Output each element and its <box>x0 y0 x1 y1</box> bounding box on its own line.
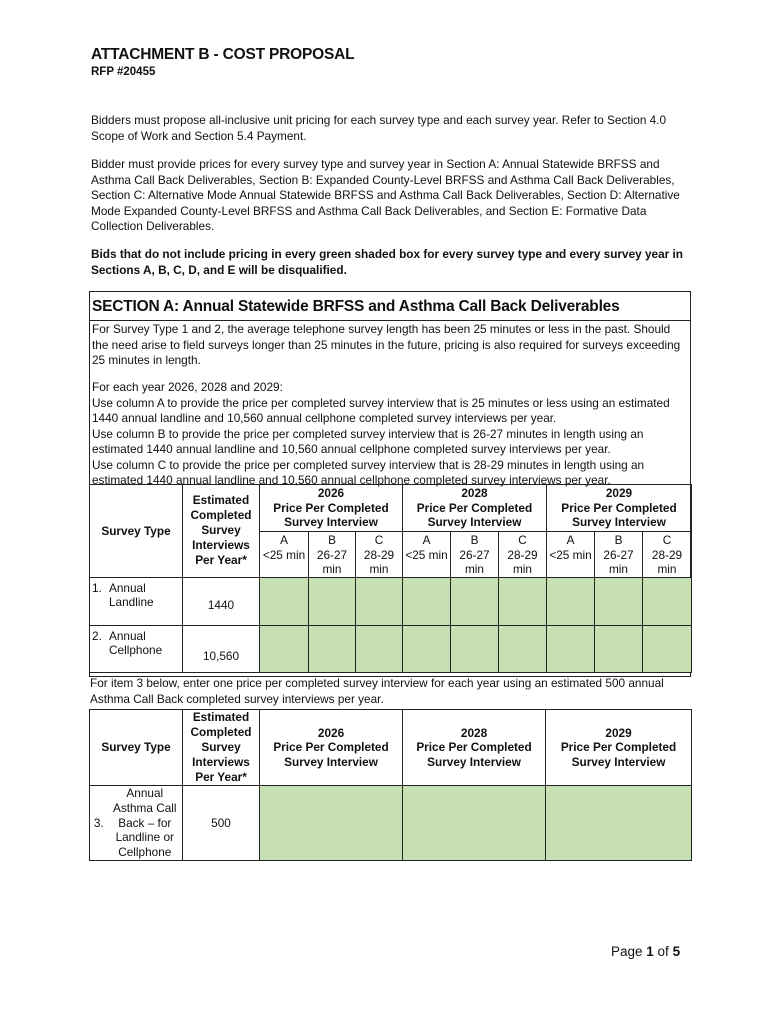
survey-type-asthma <box>108 786 183 861</box>
table-row <box>90 786 692 861</box>
est-line-3: Survey <box>201 523 241 538</box>
est-line-2: Completed <box>190 725 252 739</box>
col-sub: 28-29 <box>363 547 395 562</box>
disqualification-notice: Bids that do not include pricing in every green shaded box for every survey type and every survey year in Sections A, B, C, D, and E will be disqualified. <box>91 247 684 277</box>
table-row <box>90 625 692 672</box>
col-letter: C <box>518 533 527 547</box>
page-of: of <box>653 944 673 959</box>
row-label-1: Annual <box>109 628 146 643</box>
page-number <box>611 944 680 959</box>
row-label-1: Annual <box>109 580 146 595</box>
row-label-1: Annual <box>126 786 164 800</box>
col-sub: <25 min <box>262 547 306 562</box>
col-c-2026 <box>356 532 403 578</box>
price-input-cellphone-2029-c[interactable] <box>643 625 692 672</box>
price-input-asthma-2026[interactable] <box>260 786 403 861</box>
row-label-2: Cellphone <box>109 643 163 657</box>
year-sub-2: Survey Interview <box>571 754 666 769</box>
section-a-title: SECTION A: Annual Statewide BRFSS and Asthma Call Back Deliverables <box>92 298 620 315</box>
col-letter: A <box>280 533 288 547</box>
col-a-2029 <box>547 532 595 578</box>
price-input-landline-2026-b[interactable] <box>309 577 356 625</box>
year-sub-2: Survey Interview <box>427 754 521 769</box>
section-a-divider <box>90 320 690 321</box>
price-input-cellphone-2028-a[interactable] <box>403 625 451 672</box>
col-sub: <25 min <box>549 547 592 562</box>
instruction-column-b: Use column B to provide the price per completed survey interview that is 26-27 minutes in length using an estimated 1440 annual landline and 10,560 annual cellphone completed survey interviews per year. <box>92 426 644 456</box>
est-line-5: Per Year* <box>195 553 247 568</box>
rfp-number: RFP #20455 <box>91 66 156 78</box>
year-sub-1: Price Per Completed <box>561 500 677 515</box>
price-input-landline-2028-b[interactable] <box>451 577 499 625</box>
year-2026-header <box>260 710 403 786</box>
intro-paragraph-2: Bidder must provide prices for every survey type and survey year in Section A: Annual Statewide BRFSS and Asthma Call Back Deliverables, Section B: Expanded County-Level BRFSS and Asthma Call Back Deliverables, Section C: Alternative Mode Annual Statewide BRFSS and Asthma Call Back Deliverables, Section D: Alternative Mode Expanded County-Level BRFSS and Asthma Call Back Deliverables, and Section E: Formative Data Collection Deliverables. <box>91 157 680 233</box>
year-sub-1: Price Per Completed <box>273 500 389 515</box>
landline-count: 1440 <box>183 577 260 625</box>
year-label: 2029 <box>605 486 633 501</box>
year-sub-2: Survey Interview <box>572 515 666 530</box>
page-total: 5 <box>672 944 681 959</box>
price-input-asthma-2029[interactable] <box>546 786 692 861</box>
col-sub: 28-29 <box>507 547 538 562</box>
year-2029-header <box>546 710 692 786</box>
est-line-4: Interviews <box>192 538 250 553</box>
col-sub: <25 min <box>405 547 448 562</box>
row-label-4: Landline or <box>115 830 174 845</box>
year-sub-1: Price Per Completed <box>273 740 389 755</box>
col-sub: 26-27 <box>603 547 634 562</box>
table-row <box>90 577 692 625</box>
asthma-count: 500 <box>183 786 260 861</box>
col-letter: B <box>470 533 479 547</box>
col-sub: min <box>512 562 532 576</box>
price-input-landline-2026-a[interactable] <box>260 577 309 625</box>
year-2026-header <box>260 485 403 532</box>
col-letter: A <box>566 533 575 547</box>
section-a-instructions <box>92 380 688 489</box>
price-input-cellphone-2029-a[interactable] <box>547 625 595 672</box>
price-input-landline-2028-a[interactable] <box>403 577 451 625</box>
page-title: ATTACHMENT B - COST PROPOSAL <box>91 46 355 63</box>
estimated-interviews-header <box>183 710 260 786</box>
price-input-cellphone-2029-b[interactable] <box>595 625 643 672</box>
price-input-landline-2029-a[interactable] <box>547 577 595 625</box>
col-sub: 26-27 <box>316 547 348 562</box>
year-label: 2029 <box>605 725 632 740</box>
price-input-landline-2029-c[interactable] <box>643 577 692 625</box>
est-line-3: Survey <box>201 740 241 754</box>
row-number: 2. <box>92 628 102 643</box>
col-c-2029 <box>643 532 692 578</box>
col-letter: B <box>328 533 336 547</box>
instruction-column-c: Use column C to provide the price per completed survey interview that is 28-29 minutes in length using an estimated 1440 annual landline and 10,560 annual cellphone completed survey interviews per year. <box>92 457 645 487</box>
instruction-column-a: Use column A to provide the price per completed survey interview that is 25 minutes or less using an estimated 1440 annual landline and 10,560 annual cellphone completed survey interviews per year. <box>92 395 670 425</box>
est-line-2: Completed <box>190 508 252 523</box>
row-label-2: Landline <box>109 595 154 609</box>
price-input-cellphone-2026-b[interactable] <box>309 625 356 672</box>
col-b-2029 <box>595 532 643 578</box>
year-label: 2028 <box>461 486 488 501</box>
row-label-2: Asthma Call <box>112 800 177 815</box>
year-sub-1: Price Per Completed <box>416 500 533 515</box>
year-2028-header <box>403 710 546 786</box>
col-sub: min <box>322 562 342 576</box>
col-letter: B <box>614 533 623 547</box>
price-input-cellphone-2026-c[interactable] <box>356 625 403 672</box>
col-letter: C <box>374 533 384 547</box>
price-input-landline-2029-b[interactable] <box>595 577 643 625</box>
row-number: 3. <box>90 786 108 861</box>
col-sub: min <box>608 562 628 576</box>
survey-type-header: Survey Type <box>90 710 183 786</box>
col-a-2026 <box>260 532 309 578</box>
cellphone-count: 10,560 <box>183 625 260 672</box>
intro-paragraph-1: Bidders must propose all-inclusive unit pricing for each survey type and each survey year. Refer to Section 4.0 Scope of Work and Section 5.4 Payment. <box>91 113 667 143</box>
year-label: 2026 <box>317 725 345 740</box>
row-label <box>109 581 154 610</box>
price-input-landline-2026-c[interactable] <box>356 577 403 625</box>
section-a-length-note: For Survey Type 1 and 2, the average telephone survey length has been 25 minutes or less in the past. Should the need arise to field surveys longer than 25 minutes in the future, pricing is also required for surveys exceeding 25 minutes in length. <box>92 322 681 367</box>
item-3-instructions: For item 3 below, enter one price per completed survey interview for each year using an estimated 500 annual Asthma Call Back completed survey interviews per year. <box>90 676 664 706</box>
est-line-1: Estimated <box>192 493 250 508</box>
year-sub-2: Survey Interview <box>427 515 522 530</box>
year-sub-2: Survey Interview <box>284 515 378 530</box>
price-input-landline-2028-c[interactable] <box>499 577 547 625</box>
page-current: 1 <box>646 944 654 959</box>
col-sub: 26-27 <box>459 547 490 562</box>
estimated-interviews-header <box>183 485 260 578</box>
est-line-1: Estimated <box>192 710 250 724</box>
year-2029-header <box>547 485 692 532</box>
price-input-asthma-2028[interactable] <box>403 786 546 861</box>
pricing-table-section-a <box>89 484 692 673</box>
price-input-cellphone-2028-c[interactable] <box>499 625 547 672</box>
pricing-table-asthma <box>89 709 692 861</box>
survey-type-landline <box>90 577 183 625</box>
col-sub: min <box>369 562 389 576</box>
year-sub-1: Price Per Completed <box>416 740 532 755</box>
row-number: 1. <box>92 580 102 595</box>
col-b-2028 <box>451 532 499 578</box>
est-line-4: Interviews <box>192 755 250 769</box>
col-letter: C <box>662 533 672 547</box>
col-b-2026 <box>309 532 356 578</box>
col-sub: min <box>464 562 484 576</box>
survey-type-cellphone <box>90 625 183 672</box>
year-sub-1: Price Per Completed <box>560 740 677 755</box>
year-label: 2028 <box>460 725 488 740</box>
price-input-cellphone-2028-b[interactable] <box>451 625 499 672</box>
row-label <box>109 629 162 658</box>
col-letter: A <box>422 533 431 547</box>
col-a-2028 <box>403 532 451 578</box>
instruction-years: For each year 2026, 2028 and 2029: <box>92 380 283 394</box>
year-2028-header <box>403 485 547 532</box>
col-c-2028 <box>499 532 547 578</box>
row-label-3: Back – for <box>118 815 172 830</box>
row-label-5: Cellphone <box>118 845 172 860</box>
year-label: 2026 <box>317 486 345 501</box>
price-input-cellphone-2026-a[interactable] <box>260 625 309 672</box>
col-sub: 28-29 <box>651 547 683 562</box>
page-prefix: Page <box>611 944 647 959</box>
col-sub: min <box>657 562 677 576</box>
year-sub-2: Survey Interview <box>284 754 378 769</box>
survey-type-header: Survey Type <box>90 485 183 578</box>
est-line-5: Per Year* <box>195 770 247 784</box>
